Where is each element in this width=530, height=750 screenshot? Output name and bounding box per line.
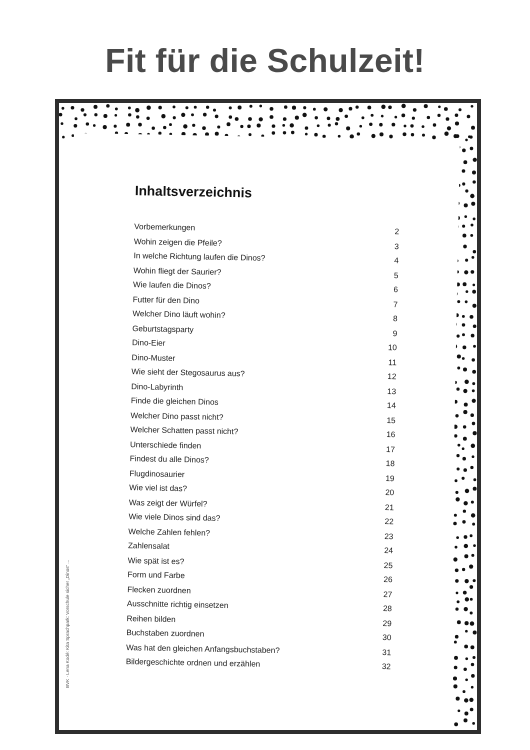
toc-entry-page: 4 [394, 256, 399, 266]
toc-entry-title: Wie spät ist es? [127, 555, 185, 566]
toc-entry-title: Dino-Eier [131, 338, 166, 348]
toc-entry-page: 30 [382, 633, 392, 643]
toc-entry-page: 23 [384, 531, 394, 541]
toc-entry-page: 26 [383, 575, 393, 585]
toc-entry-page: 21 [384, 502, 394, 512]
toc-entry-page: 16 [386, 430, 396, 440]
toc-entry-title: Findest du alle Dinos? [129, 454, 209, 465]
toc-entry-page: 19 [385, 473, 395, 483]
toc-entry-page: 9 [392, 328, 398, 338]
document-preview [55, 99, 481, 734]
toc-entry-title: Welche Zahlen fehlen? [128, 526, 211, 538]
toc-entry-title: Welcher Dino läuft wohin? [132, 309, 226, 320]
toc-heading: Inhaltsverzeichnis [134, 183, 253, 201]
toc-entry-page: 13 [387, 386, 397, 396]
page-title: Fit für die Schulzeit! [105, 42, 425, 79]
toc-entry-title: Vorbemerkungen [134, 222, 196, 233]
toc-entry-title: Finde die gleichen Dinos [130, 396, 219, 407]
toc-entry-title: Flecken zuordnen [127, 584, 191, 595]
toc-entry-page: 29 [382, 618, 392, 628]
toc-entry-title: Was hat den gleichen Anfangsbuchstaben? [126, 642, 280, 655]
toc-entry-page: 24 [384, 546, 394, 556]
toc-entry-title: Welcher Schatten passt nicht? [130, 425, 239, 437]
toc-entry-title: In welche Richtung laufen die Dinos? [133, 251, 266, 263]
toc-entry-page: 7 [393, 299, 398, 309]
toc-list [126, 222, 400, 677]
toc-entry-page: 18 [385, 459, 395, 469]
toc-entry-title: Geburtstagsparty [132, 323, 194, 334]
toc-entry-title: Wohin zeigen die Pfeile? [133, 236, 222, 248]
toc-entry-page: 12 [387, 372, 397, 382]
toc-entry-page: 15 [386, 415, 396, 425]
toc-entry-title: Unterschiede finden [129, 439, 202, 450]
toc-entry-page: 3 [394, 241, 399, 251]
toc-entry-page: 6 [393, 285, 399, 295]
toc-entry-title: Zahlensalat [128, 541, 170, 551]
side-note: BVK · Lena Kodé: Kita Sprachpark: Vorschule sicher „Dinos“ ... [65, 559, 70, 688]
toc-entry-page: 14 [386, 401, 396, 411]
toc-entry-title: Dino-Labyrinth [131, 381, 184, 392]
toc-entry-page: 2 [394, 227, 400, 237]
toc-entry-title: Wie viel ist das? [129, 483, 188, 494]
toc-entry-title: Welcher Dino passt nicht? [130, 410, 224, 422]
toc-entry-title: Wohin fliegt der Saurier? [133, 265, 222, 277]
toc-entry-page: 8 [392, 314, 398, 324]
toc-entry-title: Wie sieht der Stegosaurus aus? [131, 367, 245, 379]
toc-entry-title: Bildergeschichte ordnen und erzählen [125, 657, 261, 669]
toc-entry-title: Reihen bilden [126, 613, 176, 624]
toc-entry-page: 25 [383, 560, 393, 570]
toc-entry-page: 22 [384, 517, 394, 527]
toc-entry-page: 17 [385, 444, 396, 454]
toc-entry-page: 10 [387, 343, 398, 353]
toc-entry-page: 32 [381, 662, 391, 672]
toc-entry-page: 27 [383, 589, 393, 599]
toc-entry-title: Buchstaben zuordnen [126, 628, 205, 639]
toc-entry-title: Dino-Muster [131, 352, 176, 363]
toc-entry-title: Futter für den Dino [132, 294, 200, 305]
toc-entry-title: Form und Farbe [127, 570, 185, 581]
toc-entry-title: Wie viele Dinos sind das? [128, 512, 221, 523]
toc-page [63, 133, 460, 710]
toc-entry-title: Ausschnitte richtig einsetzen [126, 599, 229, 611]
toc-entry-title: Flugdinosaurier [129, 468, 185, 479]
toc-entry-page: 31 [382, 647, 392, 657]
toc-entry-title: Wie laufen die Dinos? [133, 280, 211, 291]
toc-entry-page: 28 [382, 604, 393, 614]
toc-entry-title: Was zeigt der Würfel? [128, 497, 208, 509]
toc-entry-page: 11 [388, 357, 397, 367]
toc-entry-page: 20 [385, 488, 395, 498]
toc-entry-page: 5 [393, 270, 399, 280]
